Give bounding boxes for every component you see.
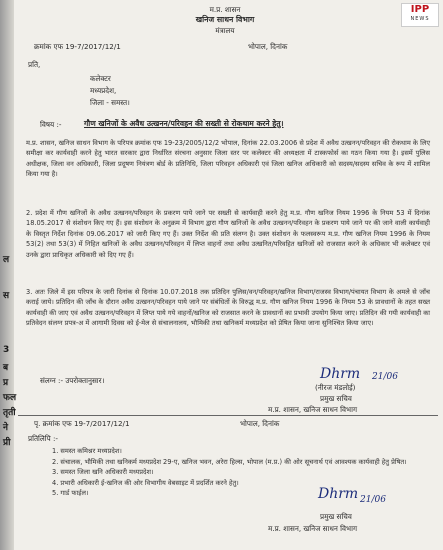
edge-char: ल	[3, 255, 10, 265]
ref2-place-date: भोपाल, दिनांक	[240, 419, 280, 428]
copy-list	[52, 446, 422, 499]
signature-mark-1: Dhrm	[320, 366, 361, 382]
copy-item: 1. समस्त कमिश्नर मध्यप्रदेश।	[52, 447, 122, 455]
edge-char: 3	[3, 345, 10, 355]
addressee-prati: प्रति,	[28, 60, 41, 69]
copy-item: 5. गार्ड फाईल।	[52, 489, 89, 498]
adjacent-page-edge	[0, 0, 17, 550]
ref2-number: पृ. क्रमांक एफ 19-7/2017/12/1	[34, 419, 130, 428]
signatory-title-1: प्रमुख सचिव	[320, 394, 352, 403]
copy-item: 4. प्रभारी अधिकारी ई-खनिज की ओर विभागीय वेबसाइट में प्रदर्शित करने हेतु।	[52, 478, 239, 487]
signatory-title-2: प्रमुख सचिव	[320, 512, 352, 521]
header-ministry: मंत्रालय	[215, 26, 235, 35]
subject-text: गौण खनिजों के अवैध उत्खनन/परिवहन की सख्ती से रोकथाम करने हेतु।	[84, 119, 284, 128]
addressee-line2: मध्यप्रदेश,	[90, 86, 117, 95]
paragraph-3: 3. अतः जिले में इस परिपत्र के जारी दिनांक से दिनांक 10.07.2018 तक प्रतिदिन पुलिस/वन/परिवहन/खनिज विभाग/राजस्व विभाग/पंचायत विभाग के अमले से जाँच कराई जाये। प्रतिदिन की जाँच के दौरान अवैध उत्खनन/परिवहन पाये जाने पर संबंधितों के विरुद्ध म.प्र. गौण खनिज नियम 1996 के नियम 53 के प्रावधानों के तहत सख्त कार्यवाही की जाए एवं अवैध उत्खनन/परिवहन में लिप्त पाये गये वाहनों/खनिज को राजसात करने के प्रावधानों का प्रभावी उपयोग किया जाए। प्रतिदिन की गयी कार्यवाही का प्रतिवेदन संलग्न प्रपत्र-अ में आगामी दिवस को ई-मेल से संचालनालय, भौमिकी तथा खनिकर्म मध्यप्रदेश को प्रेषित किया जाना सुनिश्चित किया जाए।	[26, 288, 430, 328]
signatory-name: (नीरज मंडलोई)	[315, 383, 356, 392]
signature-date-1: 21/06	[372, 372, 398, 382]
subject-label: विषय :-	[40, 120, 62, 129]
header-govt: म.प्र. शासन	[209, 5, 241, 14]
addressee-line1: कलेक्टर	[90, 74, 111, 83]
edge-char: स	[3, 291, 10, 301]
ipp-news-logo	[401, 3, 439, 27]
edge-char: प्र	[3, 378, 9, 388]
signatory-org-1: म.प्र. शासन, खनिज साधन विभाग	[268, 405, 357, 414]
copy-item: 3. समस्त जिला खनि अधिकारी मध्यप्रदेश।	[52, 468, 154, 477]
copy-label: प्रतिलिपि :-	[28, 434, 59, 443]
addressee-line3: जिला - समस्त।	[90, 98, 130, 107]
edge-char: प्री	[3, 438, 11, 448]
logo-brand: IPP	[410, 4, 430, 15]
paragraph-2: 2. प्रदेश में गौण खनिजों के अवैध उत्खनन/परिवहन के प्रकरण पाये जाने पर सख्ती से कार्यवाही करने हेतु म.प्र. गौण खनिज नियम 1996 के नियम 53 में दिनांक 18.05.2017 से संशोधन किए गए हैं। इस संशोधन के अनुक्रम में विभाग द्वारा गौण खनिजों के अवैध उत्खनन/परिवहन के प्रकरण पाये जाने पर की जाने वाली कार्यवाही के विस्तृत निर्देश दिनांक 09.06.2017 को जारी किए गए हैं। उक्त निर्देश की प्रति संलग्न है। उक्त संशोधन के फलस्वरूप म.प्र. गौण खनिज नियम 1996 के नियम 53(2) तथा 53(3) में निहित खनिजों के अवैध उत्खनन/परिवहन में लिप्त वाहनों तथा अवैध उत्खनित/परिवहित खनिजों को राजसात करने के अधिकार भी कलेक्टर एवं उनके द्वारा प्राधिकृत अधिकारी को दिए गए हैं।	[26, 209, 430, 259]
signature-date-2: 21/06	[360, 495, 386, 505]
logo-sub: NEWS	[410, 16, 430, 22]
section-divider	[18, 415, 438, 416]
edge-char: ने	[3, 423, 8, 433]
signature-mark-2: Dhrm	[318, 486, 359, 502]
ref-place-date: भोपाल, दिनांक	[248, 42, 288, 51]
edge-char: फल	[3, 393, 17, 403]
header-department: खनिज साधन विभाग	[195, 15, 255, 24]
paragraph-1: म.प्र. शासन, खनिज साधन विभाग के परिपत्र क्रमांक एफ 19-23/2005/12/2 भोपाल, दिनांक 22.03.2006 से प्रदेश में अवैध उत्खनन/परिवहन की रोकथाम के लिए समीक्षा कर कार्यवाही करने हेतु भारत सरकार द्वारा निर्धारित संरचना अनुसार जिला स्तर पर कलेक्टर की अध्यक्षता में टास्कफोर्स का गठन किया गया है। इसमें पुलिस अधीक्षक, जिला वन अधिकारी, जिला प्रदूषण नियंत्रण बोर्ड के प्रतिनिधि, जिला परिवहन अधिकारी एवं जिला खनिज अधिकारी को सदस्य/सदस्य सचिव के रूप में शामिल किया गया है।	[26, 139, 430, 179]
edge-char: ब	[3, 363, 9, 373]
enclosure-note: संलग्न :- उपरोक्तानुसार।	[40, 376, 105, 385]
edge-char: तृती	[3, 408, 16, 418]
copy-item: 2. संचालक, भौमिकी तथा खनिकर्म मध्यप्रदेश 29-ए, खनिज भवन, अरेरा हिल्स, भोपाल (म.प्र.) की ओर सूचनार्थ एवं आवश्यक कार्यवाही हेतु प्रेषित।	[52, 457, 407, 466]
ref-number: क्रमांक एफ 19-7/2017/12/1	[34, 42, 121, 51]
signatory-org-2: म.प्र. शासन, खनिज साधन विभाग	[268, 524, 357, 533]
